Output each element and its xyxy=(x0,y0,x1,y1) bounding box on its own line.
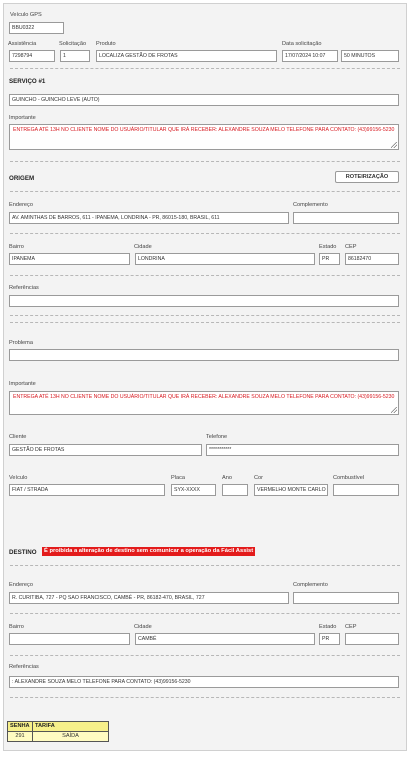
data-solicitacao-label: Data solicitação xyxy=(282,41,322,47)
origem-estado-label: Estado xyxy=(319,244,337,250)
data-solicitacao-field[interactable]: 17/07/2024 10:07 xyxy=(282,50,338,62)
divider xyxy=(10,315,400,316)
problema-label: Problema xyxy=(9,340,33,346)
tempo-field[interactable]: 50 MINUTOS xyxy=(341,50,399,62)
destino-bairro-label: Bairro xyxy=(9,624,24,630)
produto-label: Produto xyxy=(96,41,116,47)
ano-label: Ano xyxy=(222,475,232,481)
ano-field[interactable] xyxy=(222,484,248,496)
divider xyxy=(10,68,400,69)
origem-estado-field[interactable]: PR xyxy=(319,253,340,265)
telefone-field[interactable]: *********** xyxy=(206,444,399,456)
destino-estado-field[interactable]: PR xyxy=(319,633,340,645)
destino-estado-label: Estado xyxy=(319,624,337,630)
servico-importante-label: Importante xyxy=(9,115,36,121)
destino-referencias-label: Referências xyxy=(9,664,39,670)
servico-importante-textarea[interactable] xyxy=(9,124,399,150)
destino-cep-field[interactable] xyxy=(345,633,399,645)
servico-tipo-field[interactable]: GUINCHO - GUINCHO LEVE (AUTO) xyxy=(9,94,399,106)
origem-cep-label: CEP xyxy=(345,244,357,250)
destino-endereco-label: Endereço xyxy=(9,582,33,588)
divider xyxy=(10,161,400,162)
placa-field[interactable]: SYX-XXXX xyxy=(171,484,216,496)
destino-complemento-field[interactable] xyxy=(293,592,399,604)
resize-grip-icon[interactable] xyxy=(391,142,397,148)
solicitacao-label: Solicitação xyxy=(59,41,87,47)
veiculo-label: Veículo xyxy=(9,475,28,481)
senha-tarifa-table xyxy=(7,721,109,742)
detalhes-importante-label: Importante xyxy=(9,381,36,387)
origem-referencias-field[interactable] xyxy=(9,295,399,307)
destino-title: DESTINO xyxy=(9,549,37,556)
divider xyxy=(10,565,400,566)
table-row xyxy=(8,732,109,742)
origem-complemento-label: Complemento xyxy=(293,202,328,208)
cliente-label: Cliente xyxy=(9,434,27,440)
divider xyxy=(10,191,400,192)
assistencia-field[interactable]: 7298794 xyxy=(9,50,55,62)
detalhes-importante-textarea[interactable] xyxy=(9,391,399,415)
cor-field[interactable]: VERMELHO MONTE CARLO xyxy=(254,484,328,496)
table-header: TARIFA xyxy=(33,722,109,732)
resize-grip-icon[interactable] xyxy=(391,407,397,413)
origem-endereco-label: Endereço xyxy=(9,202,33,208)
gps-label: Veículo GPS xyxy=(10,12,42,18)
problema-field[interactable] xyxy=(9,349,399,361)
gps-field[interactable]: BBU0322 xyxy=(9,22,64,34)
roteirizacao-button[interactable]: ROTEIRIZAÇÃO xyxy=(335,171,399,183)
telefone-label: Telefone xyxy=(206,434,228,440)
destino-referencias-field[interactable]: : ALEXANDRE SOUZA MELO TELEFONE PARA CONTATO: (43)99156-5230 xyxy=(9,676,399,688)
servico-title: SERVIÇO #1 xyxy=(9,78,46,85)
origem-cep-field[interactable]: 86182470 xyxy=(345,253,399,265)
origem-bairro-label: Bairro xyxy=(9,244,24,250)
produto-field[interactable]: LOCALIZA GESTÃO DE FROTAS xyxy=(96,50,277,62)
origem-bairro-field[interactable]: IPANEMA xyxy=(9,253,130,265)
origem-endereco-field[interactable]: AV. AMINTHAS DE BARROS, 611 - IPANEMA, LONDRINA - PR, 86015-180, BRASIL, 611 xyxy=(9,212,289,224)
divider xyxy=(10,697,400,698)
origem-cidade-field[interactable]: LONDRINA xyxy=(135,253,315,265)
divider xyxy=(10,275,400,276)
combustivel-label: Combustível xyxy=(333,475,365,481)
destino-endereco-field[interactable]: R. CURITIBA, 727 - PQ SAO FRANCISCO, CAMBÉ - PR, 86182-470, BRASIL, 727 xyxy=(9,592,289,604)
table-header: SENHA xyxy=(8,722,33,732)
origem-referencias-label: Referências xyxy=(9,285,39,291)
divider xyxy=(10,233,400,234)
table-cell: SAÍDA xyxy=(33,732,109,742)
cliente-field[interactable]: GESTÃO DE FROTAS xyxy=(9,444,202,456)
cor-label: Cor xyxy=(254,475,264,481)
servico-importante-text: ENTREGA ATÉ 13H NO CLIENTE NOME DO USUÁRIO/TITULAR QUE IRÁ RECEBER: ALEXANDRE SOUZA MELO TELEFONE PARA CONTATO: (43)99156-5230 xyxy=(13,127,395,133)
combustivel-field[interactable] xyxy=(333,484,399,496)
service-form-panel xyxy=(3,3,407,751)
destino-bairro-field[interactable] xyxy=(9,633,130,645)
solicitacao-field[interactable]: 1 xyxy=(60,50,90,62)
detalhes-importante-text: ENTREGA ATÉ 13H NO CLIENTE NOME DO USUÁRIO/TITULAR QUE IRÁ RECEBER: ALEXANDRE SOUZA MELO TELEFONE PARA CONTATO: (43)99156-5230 xyxy=(13,394,395,400)
table-cell: 291 xyxy=(8,732,33,742)
destino-cidade-field[interactable]: CAMBÉ xyxy=(135,633,315,645)
divider xyxy=(10,613,400,614)
veiculo-field[interactable]: FIAT / STRADA xyxy=(9,484,165,496)
divider xyxy=(10,655,400,656)
divider xyxy=(10,322,400,323)
assistencia-label: Assistência xyxy=(8,41,37,47)
destino-cep-label: CEP xyxy=(345,624,357,630)
origem-title: ORIGEM xyxy=(9,175,35,182)
origem-cidade-label: Cidade xyxy=(134,244,152,250)
destino-warning-badge: É proibida a alteração de destino sem comunicar a operação da Fácil Assist xyxy=(44,548,254,554)
table-header-row xyxy=(8,722,109,732)
placa-label: Placa xyxy=(171,475,185,481)
origem-complemento-field[interactable] xyxy=(293,212,399,224)
destino-cidade-label: Cidade xyxy=(134,624,152,630)
destino-complemento-label: Complemento xyxy=(293,582,328,588)
